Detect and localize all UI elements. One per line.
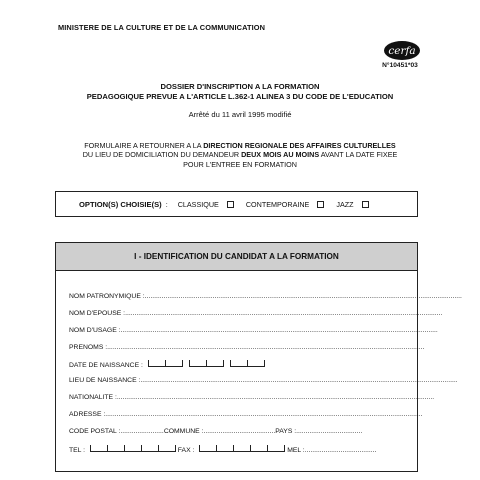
field-tel-fax-mel[interactable] — [69, 445, 407, 454]
fill-line[interactable]: ........................................................................................................................................................................ — [120, 327, 438, 334]
instructions-line1 — [40, 141, 440, 150]
field-code-postal-commune-pays[interactable] — [69, 428, 407, 435]
options-box — [55, 191, 418, 217]
fill-line[interactable]: ........................................................................................................................................................................ — [105, 411, 423, 418]
option-contemporaine[interactable] — [246, 200, 325, 209]
date-boxes[interactable] — [148, 360, 265, 367]
field-lieu-naissance[interactable] — [69, 377, 458, 384]
fill-line[interactable]: ...................................... — [203, 428, 276, 435]
field-label: DATE DE NAISSANCE : — [69, 362, 143, 369]
option-label: CLASSIQUE — [177, 199, 219, 209]
instructions-text: DU LIEU DE DOMICILIATION DU DEMANDEUR — [82, 150, 242, 159]
instructions-emphasis: DEUX MOIS AU MOINS — [241, 150, 320, 159]
field-label: FAX : — [177, 447, 195, 454]
field-label: NATIONALITE : — [69, 394, 117, 401]
fill-line[interactable]: ...................................... — [304, 447, 377, 454]
fill-line[interactable]: ........................................................................................................................................................................ — [107, 344, 425, 351]
field-label: PAYS : — [275, 428, 297, 435]
checkbox-jazz[interactable] — [362, 201, 369, 208]
option-classique[interactable] — [178, 200, 234, 209]
option-label: CONTEMPORAINE — [245, 199, 310, 209]
instructions-emphasis: DIRECTION REGIONALE DES AFFAIRES CULTURELLES — [203, 141, 396, 150]
options-separator: : — [165, 199, 168, 209]
options-label: OPTION(S) CHOISIE(S) — [79, 199, 162, 209]
form-title-line2: PEDAGOGIQUE PREVUE A L'ARTICLE L.362-1 ALINEA 3 DU CODE DE L'EDUCATION — [86, 92, 394, 101]
field-label: LIEU DE NAISSANCE : — [69, 377, 141, 384]
fill-line[interactable]: ........................................................................................................................................................................ — [116, 394, 435, 401]
field-label: NOM PATRONYMIQUE : — [69, 293, 145, 300]
instructions-text: FORMULAIRE A RETOURNER A LA — [84, 141, 204, 150]
field-label: COMMUNE : — [163, 428, 204, 435]
section-title: I - IDENTIFICATION DU CANDIDAT A LA FORMATION — [56, 243, 417, 271]
fill-line[interactable]: ........................................................................................................................................................................ — [125, 310, 443, 317]
instructions-line3: POUR L'ENTREE EN FORMATION — [183, 160, 297, 169]
field-label: CODE POSTAL : — [69, 428, 121, 435]
arrete-reference: Arrêté du 11 avril 1995 modifié — [188, 110, 292, 119]
field-label: MEL : — [287, 447, 305, 454]
checkbox-contemporaine[interactable] — [317, 201, 324, 208]
tel-boxes[interactable] — [90, 445, 176, 452]
field-nom-epouse[interactable] — [69, 310, 443, 317]
field-nom-patronymique[interactable] — [69, 293, 462, 300]
checkbox-classique[interactable] — [227, 201, 234, 208]
field-date-naissance[interactable] — [69, 360, 407, 369]
candidate-identification-section — [55, 242, 462, 472]
instructions-text: AVANT LA DATE FIXEE — [319, 150, 398, 159]
field-label: PRENOMS : — [69, 344, 108, 351]
cerfa-logo: cerfa — [384, 41, 420, 60]
form-title-line1: DOSSIER D'INSCRIPTION A LA FORMATION — [160, 82, 320, 91]
fill-line[interactable]: ................................... — [296, 428, 363, 435]
field-prenoms[interactable] — [69, 344, 425, 351]
option-label: JAZZ — [336, 199, 354, 209]
option-jazz[interactable] — [336, 200, 368, 209]
field-adresse[interactable] — [69, 411, 423, 418]
field-label: NOM D'USAGE : — [69, 327, 121, 334]
field-nationalite[interactable] — [69, 394, 435, 401]
field-nom-usage[interactable] — [69, 327, 438, 334]
fill-line[interactable]: ........................................................................................................................................................................ — [140, 377, 458, 384]
field-label: ADRESSE : — [69, 411, 106, 418]
instructions-line2 — [40, 150, 440, 159]
field-label: NOM D'EPOUSE : — [69, 310, 126, 317]
fill-line[interactable]: ....................... — [120, 428, 164, 435]
fax-boxes[interactable] — [199, 445, 285, 452]
cerfa-number: N°10451*03 — [382, 62, 418, 69]
fill-line[interactable]: ........................................................................................................................................................................ — [144, 293, 462, 300]
ministry-header: MINISTERE DE LA CULTURE ET DE LA COMMUNICATION — [58, 23, 266, 32]
field-label: TEL : — [69, 447, 85, 454]
